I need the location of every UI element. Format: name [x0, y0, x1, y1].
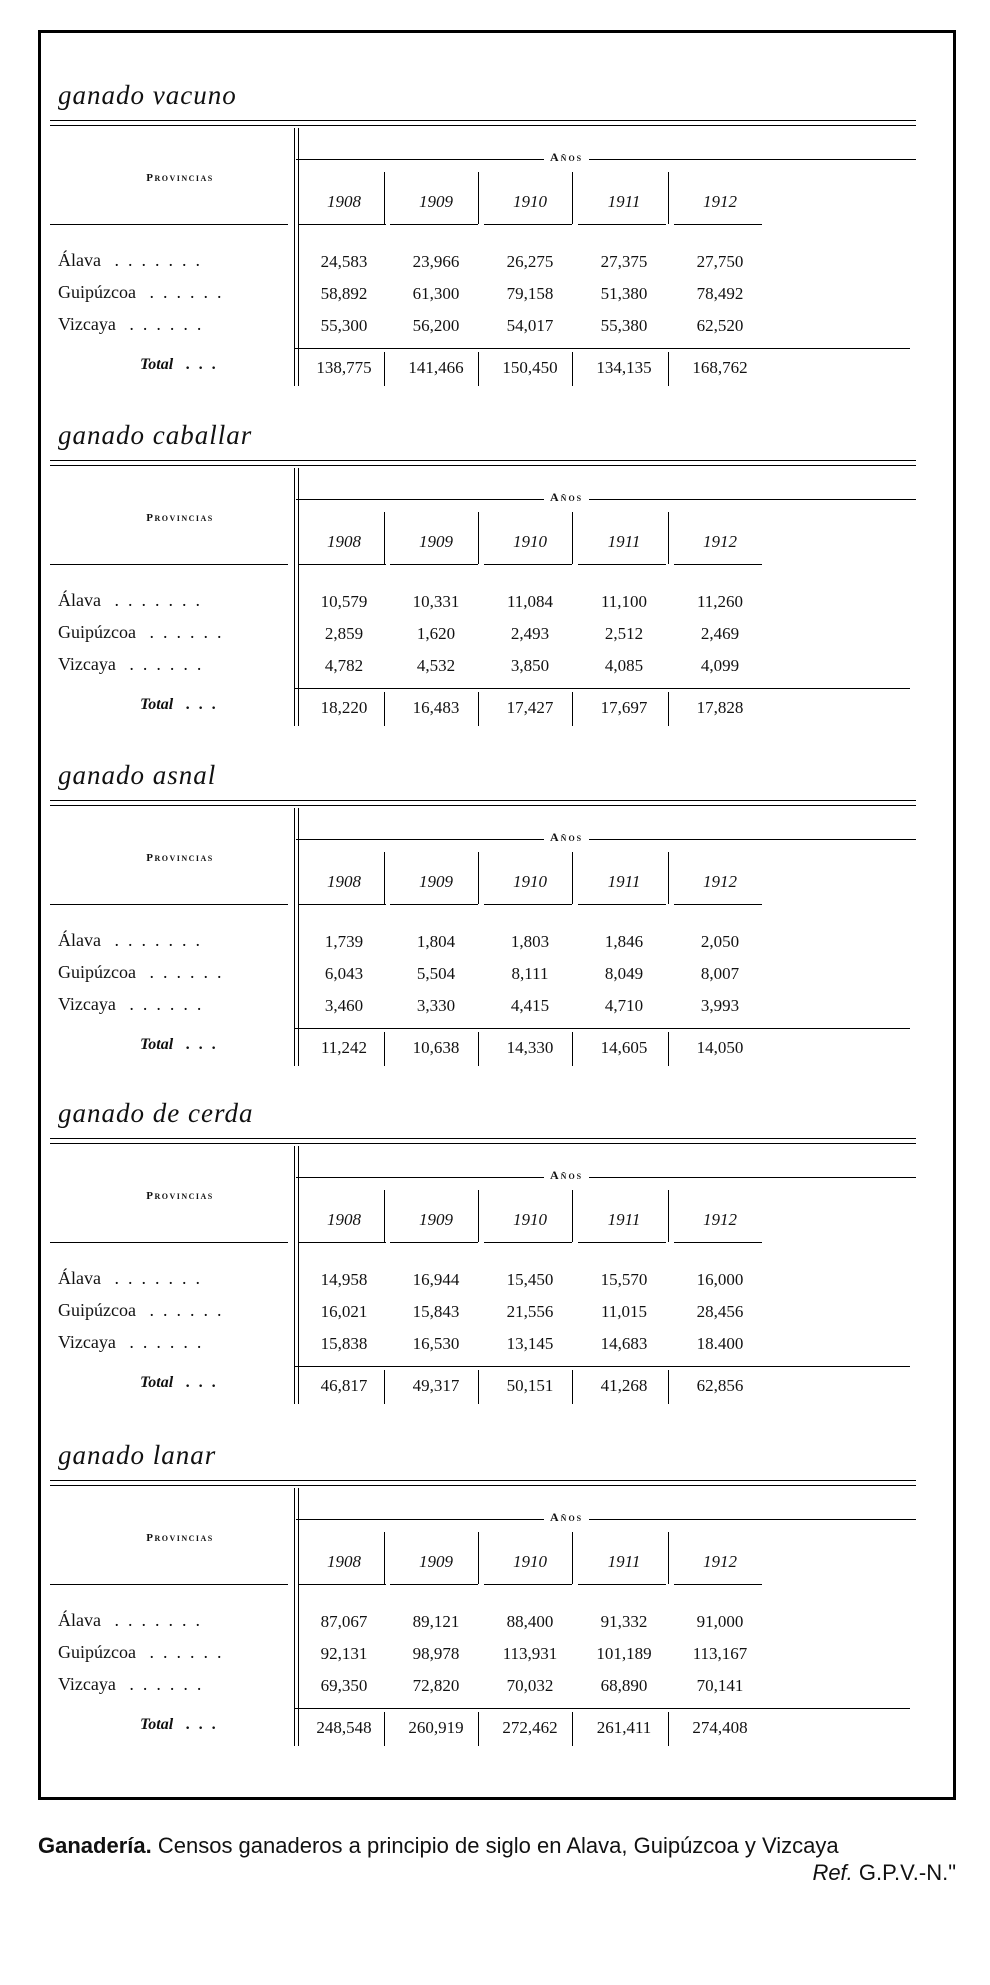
column-separator [572, 512, 573, 564]
year-underline [298, 564, 386, 565]
province-name: Vizcaya [58, 654, 116, 674]
table-cell: 2,469 [700, 624, 740, 643]
table-cell: 21,556 [506, 1302, 554, 1321]
province-name: Álava [58, 1610, 101, 1630]
table-cell: 10,579 [320, 592, 368, 611]
column-separator [384, 1190, 385, 1242]
years-label: Años [544, 830, 589, 845]
year-header-1912: 1912 [703, 1210, 737, 1229]
table-cell: 16,944 [412, 1270, 460, 1289]
total-cell: 10,638 [412, 1038, 460, 1057]
table-title: ganado caballar [58, 420, 253, 450]
total-row-label [140, 696, 225, 714]
table-cell: 15,843 [412, 1302, 460, 1321]
year-underline [484, 904, 572, 905]
table-cell: 15,838 [320, 1334, 368, 1353]
year-header-1911: 1911 [607, 192, 641, 211]
table-cell: 27,750 [696, 252, 744, 271]
table-cell: 88,400 [506, 1612, 554, 1631]
table-cell: 68,890 [600, 1676, 648, 1695]
title-rule-second [50, 125, 916, 126]
table-cell: 54,017 [506, 316, 554, 335]
year-header-1910: 1910 [513, 192, 547, 211]
provincias-header: Provincias [146, 512, 214, 524]
total-cell: 272,462 [502, 1718, 558, 1737]
header-left-underline [50, 224, 288, 225]
total-cell: 274,408 [692, 1718, 748, 1737]
total-row-label [140, 1716, 225, 1734]
column-separator [384, 1532, 385, 1584]
table-cell: 87,067 [320, 1612, 368, 1631]
total-cell: 150,450 [502, 358, 558, 377]
total-name: Total [140, 1716, 174, 1733]
total-rule [294, 1366, 910, 1367]
years-span-line [296, 499, 916, 500]
caption-text: Censos ganaderos a principio de siglo en Alava, Guipúzcoa y Vizcaya [157, 1833, 839, 1858]
table-cell: 62,520 [696, 316, 744, 335]
table-title: ganado vacuno [58, 80, 237, 110]
province-name: Álava [58, 1268, 101, 1288]
total-row-label [140, 1374, 225, 1392]
year-underline [484, 1242, 572, 1243]
total-cell: 261,411 [596, 1718, 652, 1737]
province-row-label [58, 1300, 230, 1321]
dot-leader: ...... [135, 622, 231, 642]
caption-reference [812, 1859, 956, 1886]
year-underline [578, 904, 666, 905]
table-cell: 27,375 [600, 252, 648, 271]
total-cell: 41,268 [600, 1376, 648, 1395]
table-cell: 3,330 [416, 996, 456, 1015]
table-cell: 24,583 [320, 252, 368, 271]
province-name: Guipúzcoa [58, 622, 136, 642]
year-header-1908: 1908 [327, 1552, 361, 1571]
year-header-1909: 1909 [419, 1210, 453, 1229]
province-row-label [58, 250, 209, 271]
table-cell: 101,189 [596, 1644, 652, 1663]
table-cell: 3,993 [700, 996, 740, 1015]
table-cell: 72,820 [412, 1676, 460, 1695]
province-row-label [58, 1610, 209, 1631]
year-underline [484, 1584, 572, 1585]
year-underline [578, 1584, 666, 1585]
table-cell: 1,846 [604, 932, 644, 951]
title-rule [50, 1138, 916, 1139]
year-header-1909: 1909 [419, 192, 453, 211]
column-separator [668, 1190, 669, 1242]
provincias-header: Provincias [146, 172, 214, 184]
title-rule [50, 800, 916, 801]
years-label: Años [544, 1510, 589, 1525]
year-underline [298, 1584, 386, 1585]
total-rule [294, 348, 910, 349]
table-cell: 8,049 [604, 964, 644, 983]
year-underline [390, 224, 478, 225]
total-cell: 168,762 [692, 358, 748, 377]
dot-leader: ....... [100, 590, 209, 610]
total-row-label [140, 1036, 225, 1054]
year-underline [390, 1584, 478, 1585]
livestock-table-4 [50, 1098, 926, 1418]
table-cell: 4,415 [510, 996, 550, 1015]
caption-lead: Ganadería. [38, 1833, 152, 1858]
table-cell: 15,450 [506, 1270, 554, 1289]
table-cell: 23,966 [412, 252, 460, 271]
total-cell: 141,466 [408, 358, 464, 377]
year-underline [298, 904, 386, 905]
table-cell: 113,167 [692, 1644, 748, 1663]
year-underline [674, 1242, 762, 1243]
table-cell: 8,111 [511, 964, 549, 983]
table-cell: 1,739 [324, 932, 364, 951]
table-cell: 51,380 [600, 284, 648, 303]
total-row-label [140, 356, 225, 374]
years-label: Años [544, 1168, 589, 1183]
years-span-line [296, 1519, 916, 1520]
province-row-label [58, 1674, 210, 1695]
table-cell: 11,260 [696, 592, 744, 611]
table-title: ganado asnal [58, 760, 217, 790]
column-separator [384, 172, 385, 224]
year-underline [390, 904, 478, 905]
dot-leader: ...... [115, 1674, 211, 1694]
total-cell: 49,317 [412, 1376, 460, 1395]
title-rule-second [50, 465, 916, 466]
year-header-1909: 1909 [419, 532, 453, 551]
dot-leader: ...... [115, 314, 211, 334]
livestock-table-5 [50, 1440, 926, 1760]
total-cell: 18,220 [320, 698, 368, 717]
dot-leader: ... [173, 696, 226, 713]
province-name: Guipúzcoa [58, 962, 136, 982]
dot-leader: ....... [100, 1610, 209, 1630]
year-header-1908: 1908 [327, 532, 361, 551]
table-cell: 2,859 [324, 624, 364, 643]
total-name: Total [140, 1374, 174, 1391]
caption-ref-text: G.P.V.-N." [858, 1860, 956, 1885]
province-row-label [58, 282, 230, 303]
province-row-label [58, 1332, 210, 1353]
table-cell: 11,015 [600, 1302, 648, 1321]
total-cell: 14,050 [696, 1038, 744, 1057]
column-separator [668, 1532, 669, 1584]
column-separator [668, 172, 669, 224]
province-row-label [58, 1642, 230, 1663]
province-name: Guipúzcoa [58, 282, 136, 302]
total-cell: 46,817 [320, 1376, 368, 1395]
province-name: Vizcaya [58, 314, 116, 334]
total-cell: 134,135 [596, 358, 652, 377]
year-header-1912: 1912 [703, 192, 737, 211]
dot-leader: ...... [135, 1642, 231, 1662]
year-header-1912: 1912 [703, 1552, 737, 1571]
table-cell: 56,200 [412, 316, 460, 335]
table-cell: 91,332 [600, 1612, 648, 1631]
year-header-1910: 1910 [513, 1552, 547, 1571]
total-rule [294, 1028, 910, 1029]
dot-leader: ... [173, 1716, 226, 1733]
table-cell: 18.400 [696, 1334, 744, 1353]
year-header-1911: 1911 [607, 1552, 641, 1571]
livestock-table-2 [50, 420, 926, 740]
dot-leader: ....... [100, 250, 209, 270]
table-cell: 3,460 [324, 996, 364, 1015]
header-left-underline [50, 1242, 288, 1243]
column-separator [384, 852, 385, 904]
table-cell: 3,850 [510, 656, 550, 675]
table-cell: 2,512 [604, 624, 644, 643]
column-separator [478, 852, 479, 904]
dot-leader: ... [173, 356, 226, 373]
year-header-1908: 1908 [327, 192, 361, 211]
table-cell: 14,958 [320, 1270, 368, 1289]
header-left-underline [50, 564, 288, 565]
title-rule-second [50, 805, 916, 806]
total-cell: 14,605 [600, 1038, 648, 1057]
total-rule [294, 1708, 910, 1709]
total-cell: 62,856 [696, 1376, 744, 1395]
year-header-1910: 1910 [513, 1210, 547, 1229]
years-label: Años [544, 150, 589, 165]
years-span-line [296, 1177, 916, 1178]
year-underline [674, 904, 762, 905]
year-underline [674, 1584, 762, 1585]
dot-leader: ... [173, 1374, 226, 1391]
table-cell: 58,892 [320, 284, 368, 303]
dot-leader: ...... [135, 962, 231, 982]
livestock-table-1 [50, 80, 926, 400]
table-cell: 70,032 [506, 1676, 554, 1695]
table-cell: 8,007 [700, 964, 740, 983]
table-cell: 55,380 [600, 316, 648, 335]
province-row-label [58, 590, 209, 611]
table-cell: 113,931 [502, 1644, 558, 1663]
total-cell: 17,427 [506, 698, 554, 717]
year-header-1909: 1909 [419, 1552, 453, 1571]
total-name: Total [140, 356, 174, 373]
column-separator [478, 1190, 479, 1242]
table-cell: 79,158 [506, 284, 554, 303]
table-cell: 2,050 [700, 932, 740, 951]
table-cell: 1,620 [416, 624, 456, 643]
column-separator [478, 1532, 479, 1584]
table-cell: 13,145 [506, 1334, 554, 1353]
column-separator [478, 172, 479, 224]
column-separator [478, 512, 479, 564]
province-row-label [58, 1268, 209, 1289]
year-header-1911: 1911 [607, 1210, 641, 1229]
year-header-1908: 1908 [327, 1210, 361, 1229]
table-cell: 5,504 [416, 964, 456, 983]
total-cell: 260,919 [408, 1718, 464, 1737]
table-title: ganado lanar [58, 1440, 217, 1470]
province-name: Guipúzcoa [58, 1300, 136, 1320]
table-cell: 2,493 [510, 624, 550, 643]
table-cell: 14,683 [600, 1334, 648, 1353]
year-underline [674, 564, 762, 565]
title-rule-second [50, 1143, 916, 1144]
table-cell: 91,000 [696, 1612, 744, 1631]
table-cell: 15,570 [600, 1270, 648, 1289]
year-header-1912: 1912 [703, 532, 737, 551]
year-underline [484, 564, 572, 565]
total-cell: 17,697 [600, 698, 648, 717]
livestock-table-3 [50, 760, 926, 1080]
year-underline [298, 1242, 386, 1243]
province-name: Vizcaya [58, 994, 116, 1014]
table-cell: 6,043 [324, 964, 364, 983]
column-separator [384, 512, 385, 564]
province-row-label [58, 962, 230, 983]
table-cell: 4,085 [604, 656, 644, 675]
table-title: ganado de cerda [58, 1098, 254, 1128]
table-cell: 1,803 [510, 932, 550, 951]
province-name: Vizcaya [58, 1674, 116, 1694]
table-cell: 11,084 [506, 592, 554, 611]
table-cell: 69,350 [320, 1676, 368, 1695]
title-rule-second [50, 1485, 916, 1486]
year-header-1910: 1910 [513, 872, 547, 891]
year-header-1909: 1909 [419, 872, 453, 891]
year-underline [578, 1242, 666, 1243]
table-cell: 4,782 [324, 656, 364, 675]
table-cell: 4,532 [416, 656, 456, 675]
caption-ref-label: Ref. [812, 1860, 853, 1885]
table-cell: 89,121 [412, 1612, 460, 1631]
total-name: Total [140, 696, 174, 713]
province-row-label [58, 314, 210, 335]
table-cell: 98,978 [412, 1644, 460, 1663]
province-row-label [58, 930, 209, 951]
table-cell: 70,141 [696, 1676, 744, 1695]
dot-leader: ....... [100, 930, 209, 950]
total-cell: 138,775 [316, 358, 372, 377]
table-cell: 61,300 [412, 284, 460, 303]
year-header-1912: 1912 [703, 872, 737, 891]
column-separator [668, 852, 669, 904]
years-span-line [296, 839, 916, 840]
year-underline [390, 564, 478, 565]
total-rule [294, 688, 910, 689]
total-cell: 248,548 [316, 1718, 372, 1737]
provincias-header: Provincias [146, 1190, 214, 1202]
total-cell: 14,330 [506, 1038, 554, 1057]
table-cell: 4,099 [700, 656, 740, 675]
column-separator [572, 1532, 573, 1584]
province-row-label [58, 994, 210, 1015]
table-cell: 1,804 [416, 932, 456, 951]
years-label: Años [544, 490, 589, 505]
years-span-line [296, 159, 916, 160]
title-rule [50, 460, 916, 461]
province-name: Álava [58, 590, 101, 610]
year-header-1908: 1908 [327, 872, 361, 891]
year-header-1910: 1910 [513, 532, 547, 551]
provincias-header: Provincias [146, 1532, 214, 1544]
table-cell: 92,131 [320, 1644, 368, 1663]
table-cell: 78,492 [696, 284, 744, 303]
dot-leader: ...... [115, 654, 211, 674]
total-name: Total [140, 1036, 174, 1053]
column-separator [668, 512, 669, 564]
table-cell: 4,710 [604, 996, 644, 1015]
year-underline [578, 224, 666, 225]
dot-leader: ....... [100, 1268, 209, 1288]
province-row-label [58, 654, 210, 675]
column-separator [572, 172, 573, 224]
dot-leader: ...... [135, 282, 231, 302]
year-underline [578, 564, 666, 565]
title-rule [50, 1480, 916, 1481]
header-left-underline [50, 904, 288, 905]
table-cell: 16,021 [320, 1302, 368, 1321]
total-cell: 11,242 [320, 1038, 368, 1057]
province-row-label [58, 622, 230, 643]
column-separator [572, 1190, 573, 1242]
total-cell: 17,828 [696, 698, 744, 717]
title-rule [50, 120, 916, 121]
table-cell: 10,331 [412, 592, 460, 611]
total-cell: 16,483 [412, 698, 460, 717]
table-cell: 16,000 [696, 1270, 744, 1289]
dot-leader: ...... [115, 994, 211, 1014]
table-cell: 26,275 [506, 252, 554, 271]
figure-caption [38, 1832, 956, 1885]
dot-leader: ...... [115, 1332, 211, 1352]
dot-leader: ... [173, 1036, 226, 1053]
total-cell: 50,151 [506, 1376, 554, 1395]
provincias-header: Provincias [146, 852, 214, 864]
table-cell: 28,456 [696, 1302, 744, 1321]
province-name: Vizcaya [58, 1332, 116, 1352]
province-name: Álava [58, 930, 101, 950]
province-name: Álava [58, 250, 101, 270]
year-underline [298, 224, 386, 225]
column-separator [572, 852, 573, 904]
table-cell: 16,530 [412, 1334, 460, 1353]
year-underline [484, 224, 572, 225]
year-header-1911: 1911 [607, 872, 641, 891]
table-cell: 55,300 [320, 316, 368, 335]
year-underline [390, 1242, 478, 1243]
dot-leader: ...... [135, 1300, 231, 1320]
table-cell: 11,100 [600, 592, 648, 611]
header-left-underline [50, 1584, 288, 1585]
year-header-1911: 1911 [607, 532, 641, 551]
province-name: Guipúzcoa [58, 1642, 136, 1662]
year-underline [674, 224, 762, 225]
